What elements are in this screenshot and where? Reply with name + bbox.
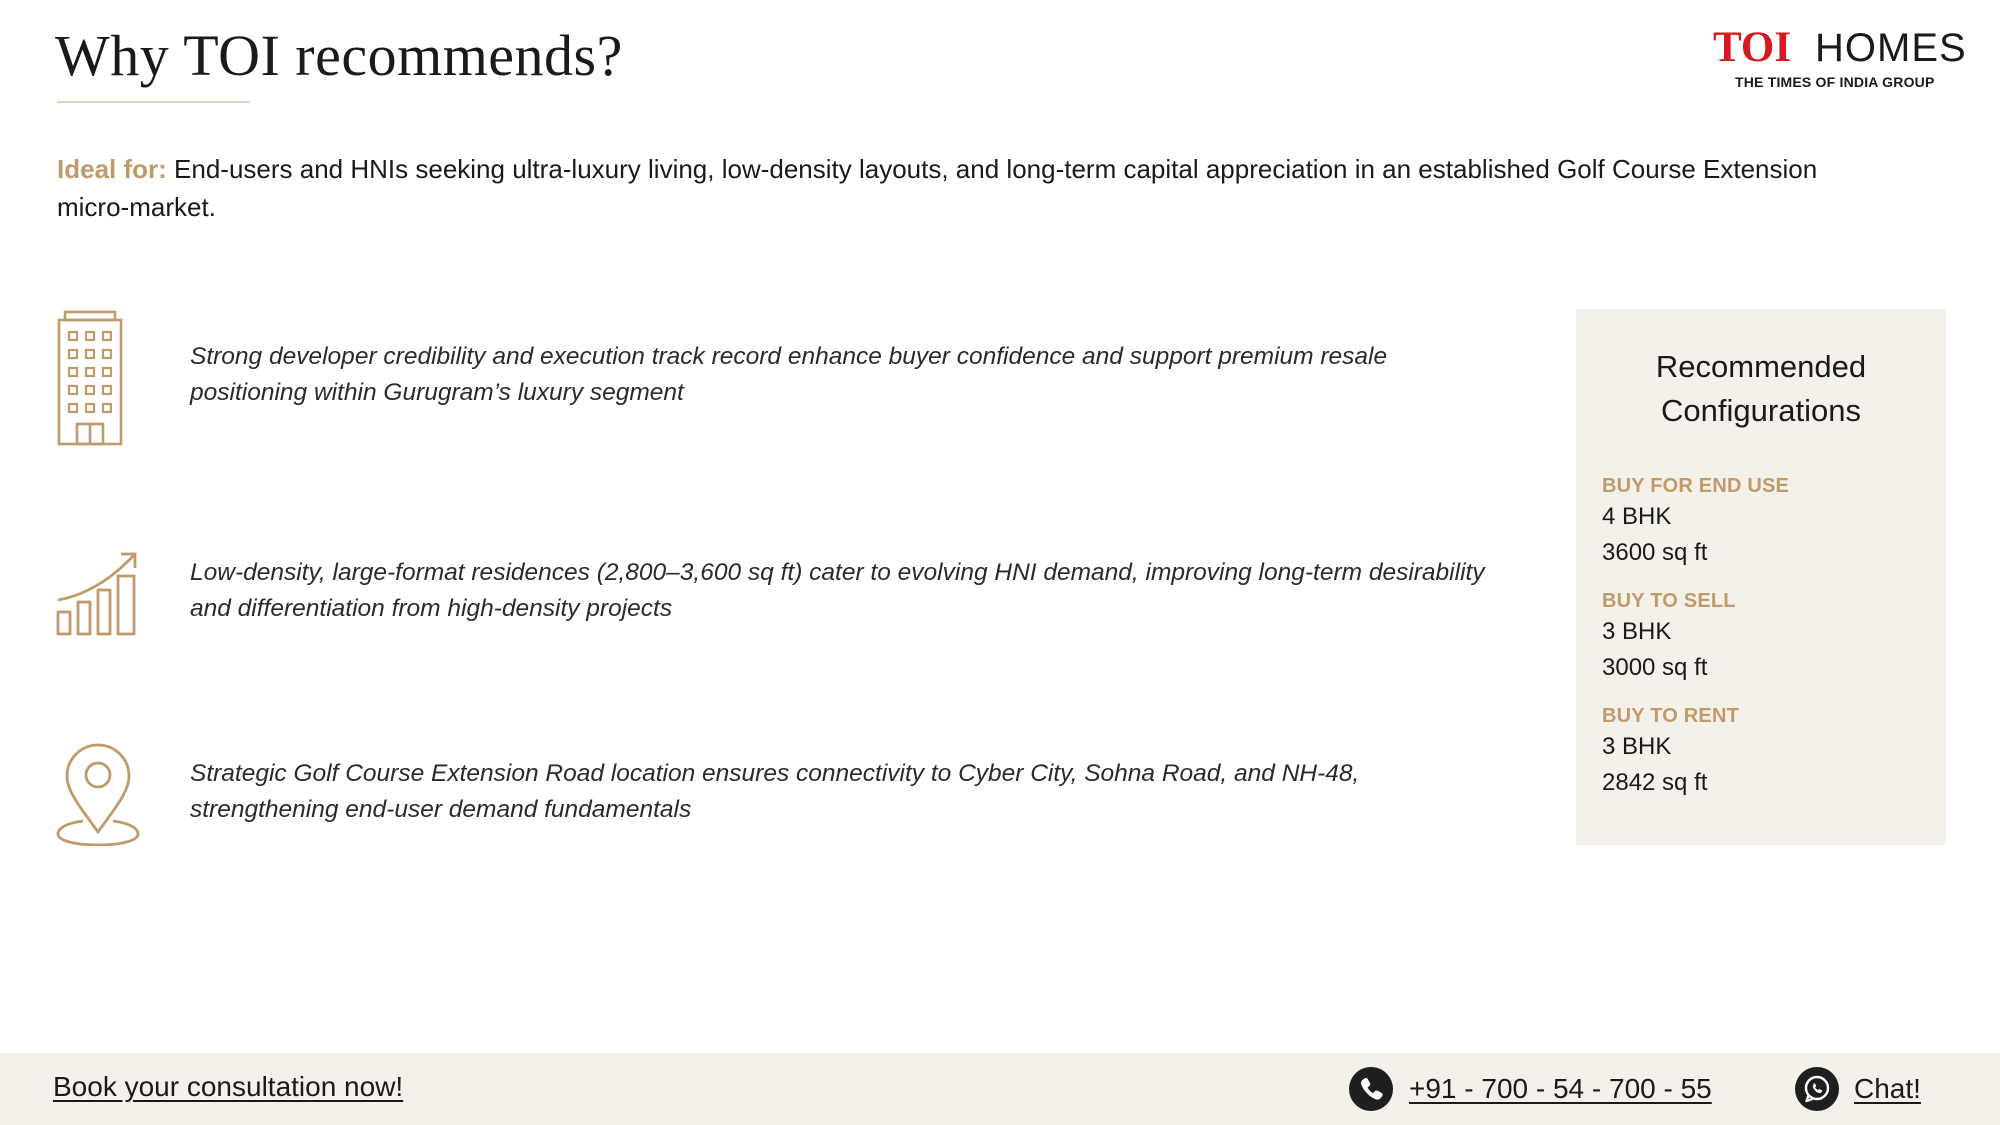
config-heading: BUY TO SELL xyxy=(1602,590,1736,612)
config-area: 3600 sq ft xyxy=(1602,539,1708,566)
config-area: 2842 sq ft xyxy=(1602,769,1708,796)
book-consultation-link[interactable]: Book your consultation now! xyxy=(53,1071,404,1102)
growth-chart-icon xyxy=(55,550,141,641)
logo-tagline: THE TIMES OF INDIA GROUP xyxy=(1735,74,1935,90)
config-bhk: 4 BHK xyxy=(1602,503,1672,530)
footer-bar xyxy=(0,1053,2000,1125)
ideal-for-label: Ideal for: xyxy=(57,154,167,184)
recommended-configurations-panel xyxy=(1576,309,1946,845)
logo-word: HOMES xyxy=(1815,26,1967,70)
feature-item-1: Strong developer credibility and execution track record enhance buyer confidence and support premium resale positioning within Gurugram’s luxury segment xyxy=(190,343,1388,406)
feature-item-2: Low-density, large-format residences (2,800–3,600 sq ft) cater to evolving HNI demand, improving long-term desirability and differentiation from high-density projects xyxy=(190,559,1485,622)
title-underline xyxy=(57,101,250,103)
chat-link[interactable]: Chat! xyxy=(1854,1073,1921,1104)
whatsapp-icon[interactable] xyxy=(1795,1067,1839,1111)
config-to-rent xyxy=(1602,703,1739,801)
config-bhk: 3 BHK xyxy=(1602,733,1672,760)
building-icon xyxy=(55,310,125,451)
logo-mark: TOI xyxy=(1713,24,1792,71)
ideal-for-text: End-users and HNIs seeking ultra-luxury living, low-density layouts, and long-term capital appreciation in an established Golf Course Extension micro-market. xyxy=(57,154,1818,222)
ideal-for-statement xyxy=(57,150,1857,226)
config-to-sell xyxy=(1602,588,1736,686)
phone-icon[interactable] xyxy=(1349,1067,1393,1111)
config-heading: BUY FOR END USE xyxy=(1602,475,1790,497)
config-heading: BUY TO RENT xyxy=(1602,705,1740,727)
config-area: 3000 sq ft xyxy=(1602,654,1708,681)
location-pin-icon xyxy=(55,742,141,851)
phone-number-link[interactable]: +91 - 700 - 54 - 700 - 55 xyxy=(1409,1073,1712,1104)
configurations-title-text: Recommended Configurations xyxy=(1655,349,1867,428)
page-title: Why TOI recommends? xyxy=(55,23,623,88)
toi-homes-logo xyxy=(1713,24,1967,96)
config-end-use xyxy=(1602,473,1789,571)
feature-item-3: Strategic Golf Course Extension Road location ensures connectivity to Cyber City, Sohna Road, and NH-48, strengthening end-user demand fundamentals xyxy=(190,760,1360,823)
configurations-title xyxy=(1576,345,1946,433)
config-bhk: 3 BHK xyxy=(1602,618,1672,645)
